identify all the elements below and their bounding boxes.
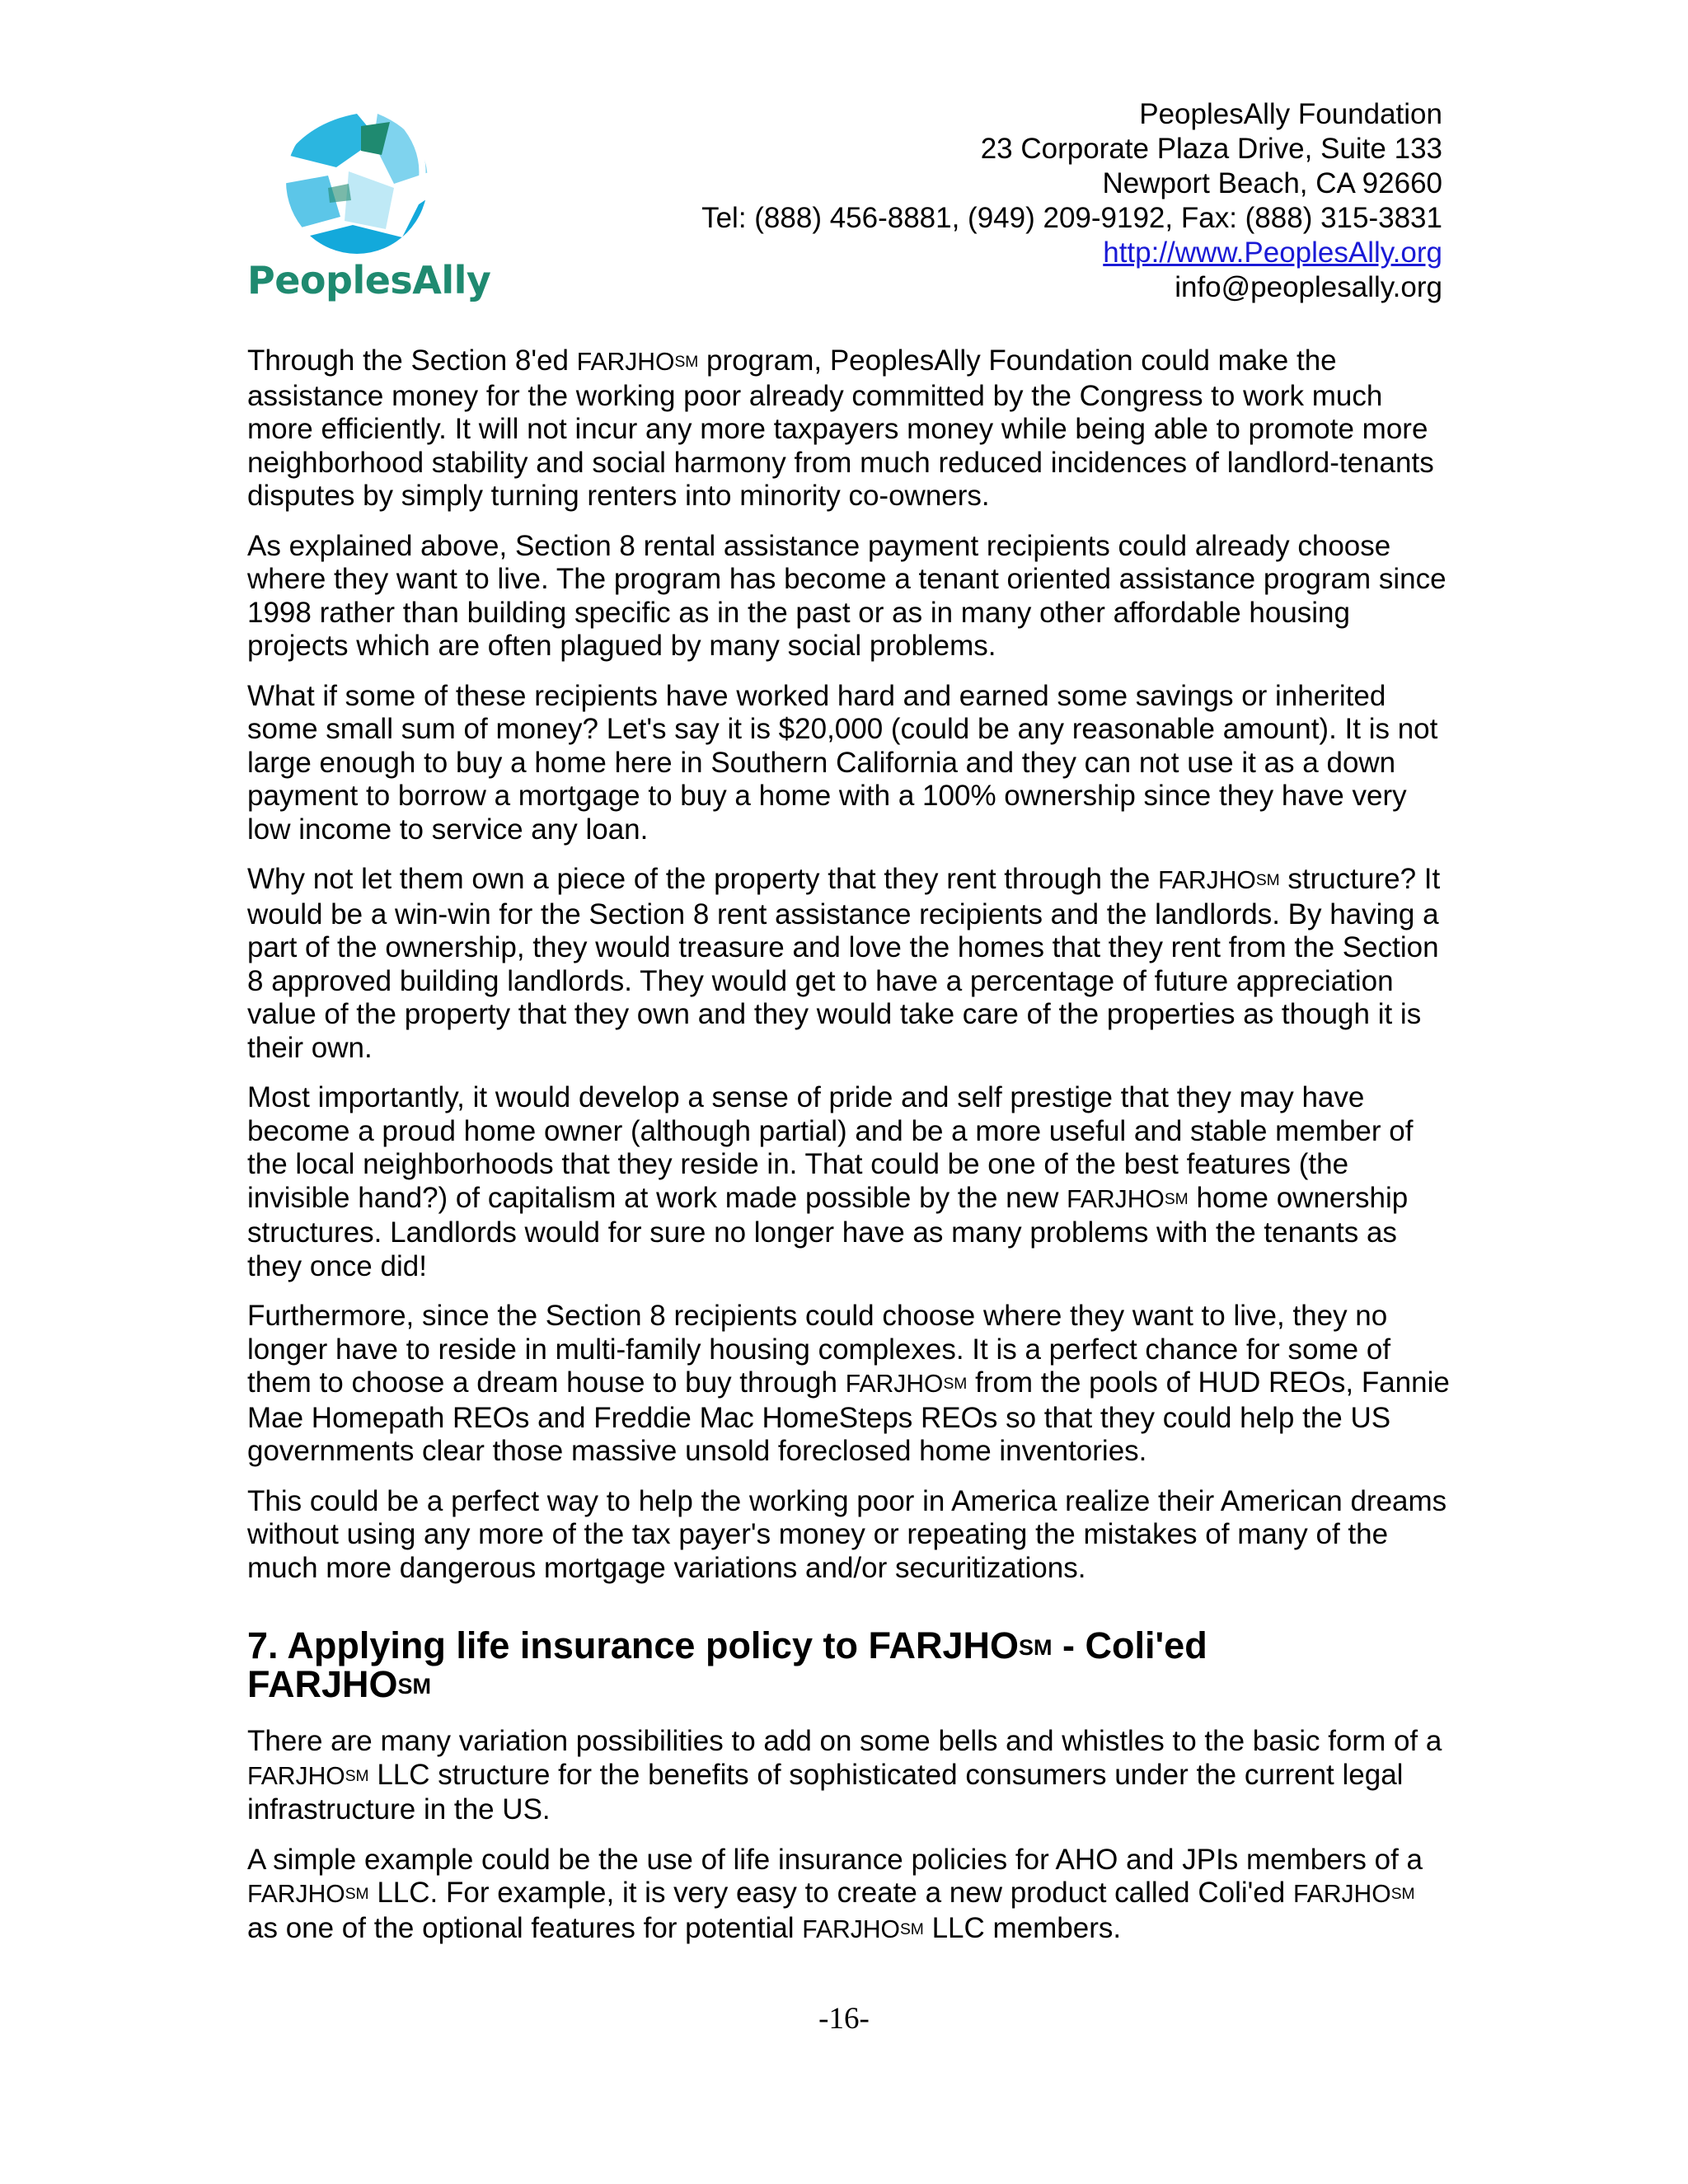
- paragraph: What if some of these recipients have worked hard and earned some savings or inherited some small sum of money? Let's say it is $20,000 (could be any reasonable amount). It is not large enough to buy a home here in Southern California and they can not use it as a down payment to borrow a mortgage to buy a home with a 100% ownership since they have very low income to service any loan.: [247, 679, 1438, 846]
- org-name: PeoplesAlly Foundation: [1139, 98, 1442, 130]
- paragraph: Why not let them own a piece of the property that they rent through the FARJHO℠ structure? It would be a win-win for the Section 8 rent assistance recipients and the landlords. By having a part of the ownership, they would treasure and love the homes that they rent from the Section 8 approved building landlords. They would get to have a percentage of future appreciation value of the property that they own and they would take care of the properties as though it is their own.: [247, 863, 1441, 1064]
- paragraph: Furthermore, since the Section 8 recipients could choose where they want to live, they no longer have to reside in multi-family housing complexes. It is a perfect chance for some of them to choose a dream house to buy through FARJHO℠ from the pools of HUD REOs, Fannie Mae Homepath REOs and Freddie Mac HomeSteps REOs so that they could help the US governments clear those massive unsold foreclosed home inventories.: [247, 1300, 1450, 1467]
- paragraph: A simple example could be the use of life insurance policies for AHO and JPIs members of a FARJHO℠ LLC. For example, it is very easy to create a new product called Coli'ed FARJHO℠ as one of the optional features for potential FARJHO℠ LLC members.: [247, 1843, 1423, 1944]
- phone-fax: Tel: (888) 456-8881, (949) 209-9192, Fax: (888) 315-3831: [701, 202, 1442, 234]
- paragraph: As explained above, Section 8 rental assistance payment recipients could already choose where they want to live. The program has become a tenant oriented assistance program since 1998 rather than building specific as in the past or as in many other affordable housing projects which are often plagued by many social problems.: [247, 529, 1447, 662]
- globe-logo-icon: [279, 105, 435, 258]
- peoplesally-logo: [247, 105, 491, 312]
- email-address: info@peoplesally.org: [1175, 271, 1442, 303]
- website-link[interactable]: http://www.PeoplesAlly.org: [1103, 237, 1442, 269]
- paragraph: Most importantly, it would develop a sense of pride and self prestige that they may have become a proud home owner (although partial) and be a more useful and stable member of the local neighborhoods that they reside in. That could be one of the best features (the invisible hand?) of capitalism at work made possible by the new FARJHO℠ home ownership structures. Landlords would for sure no longer have as many problems with the tenants as they once did!: [247, 1081, 1414, 1282]
- document-body: [247, 344, 1451, 1963]
- paragraph: Through the Section 8'ed FARJHO℠ program, PeoplesAlly Foundation could make the assistance money for the working poor already committed by the Congress to work much more efficiently. It will not incur any more taxpayers money while being able to promote more neighborhood stability and social harmony from much reduced incidences of landlord-tenants disputes by simply turning renters into minority co-owners.: [247, 344, 1434, 512]
- paragraph: This could be a perfect way to help the working poor in America realize their American dreams without using any more of the tax payer's money or repeating the mistakes of many of the much more dangerous mortgage variations and/or securitizations.: [247, 1484, 1447, 1584]
- section-heading: 7. Applying life insurance policy to FARJHO℠ - Coli'ed FARJHO℠: [247, 1624, 1207, 1705]
- page-number: -16-: [818, 2002, 870, 2036]
- city-address: Newport Beach, CA 92660: [1102, 167, 1442, 199]
- street-address: 23 Corporate Plaza Drive, Suite 133: [980, 133, 1442, 165]
- logo-wordmark: PeoplesAlly: [247, 258, 491, 302]
- paragraph: There are many variation possibilities to add on some bells and whistles to the basic form of a FARJHO℠ LLC structure for the benefits of sophisticated consumers under the current legal infrastructure in the US.: [247, 1725, 1442, 1825]
- letterhead-address: [536, 97, 1442, 305]
